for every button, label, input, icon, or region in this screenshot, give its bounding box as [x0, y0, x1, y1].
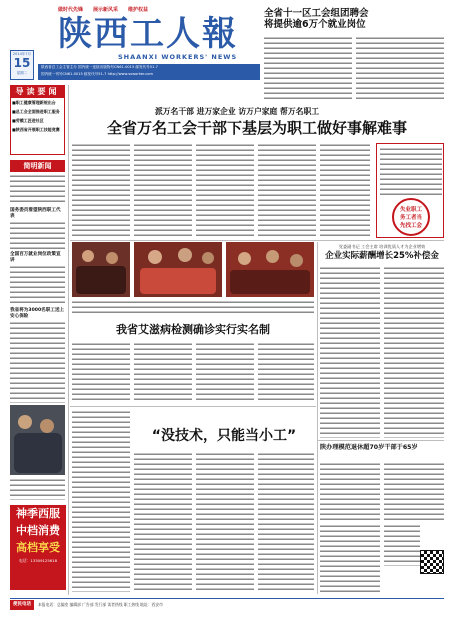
right-body-col-1 — [320, 266, 380, 438]
left-photo-caption — [10, 478, 65, 500]
advertisement — [10, 505, 66, 590]
top-story-body-left — [264, 36, 352, 102]
ad-phone: 电话：13309125618 — [19, 558, 57, 563]
stamp-line-3: 先找工会 — [399, 223, 422, 229]
qr-code — [420, 550, 444, 574]
masthead-slogans — [58, 6, 238, 14]
stamp-seal — [392, 198, 430, 236]
stamp-body — [380, 147, 442, 195]
slogan-1: 做时代先锋 — [58, 7, 84, 13]
footer-bar — [10, 598, 444, 610]
top-story-body-right — [356, 36, 444, 102]
ad-line-3: 高档享受 — [16, 541, 60, 554]
main-headline: 全省万名工会干部下基层为职工做好事解难事 — [106, 119, 407, 137]
main-photo-1 — [72, 242, 130, 297]
main-body-col-3 — [196, 143, 254, 238]
date-year-month: 2014年7月 — [12, 52, 32, 56]
stamp-line-2: 务工者当 — [399, 215, 422, 221]
guide-box — [10, 85, 65, 155]
retire-body-col-1 — [320, 462, 380, 520]
guide-item-3: ■劳模工匠进社区 — [12, 118, 44, 123]
right-subhead: 党委副书记 工会主席 培训优质人才为企业增效 — [338, 244, 426, 249]
masthead-title: 陕西工人報 — [58, 14, 238, 54]
bottom-body-col-0 — [72, 410, 130, 592]
bottom-body-col-1 — [134, 452, 192, 592]
health-headline: 我省艾滋病检测确诊实行实名制 — [116, 323, 270, 336]
date-day: 15 — [13, 56, 31, 70]
guide-item-1: ■职工健康管理新规出台 — [12, 100, 56, 105]
ad-line-2: 中档消费 — [16, 524, 60, 537]
guide-item-4: ■陕西省开展职工技能竞赛 — [12, 127, 60, 132]
retire-headline: 陕办理模范退休超70岁干部于65岁 — [320, 444, 418, 451]
slogan-3: 维护权益 — [128, 7, 149, 13]
masthead-info-bar — [38, 64, 260, 80]
health-body-col-2 — [134, 342, 192, 402]
health-body-col-1 — [72, 342, 130, 402]
date-block — [10, 50, 34, 80]
left-brief-1-title: 国务委员看望陕西职工代表 — [10, 208, 61, 219]
health-body-col-4 — [258, 342, 314, 402]
ad-line-1: 神季西服 — [16, 507, 60, 520]
top-headline-2: 将提供逾6万个就业岗位 — [264, 19, 366, 30]
footer-text: 本报电话：总编室 编辑部 广告部 发行部 读者热线 职工热线 地址：西安市 — [38, 601, 163, 607]
main-body-col-5 — [320, 143, 370, 238]
main-kicker: 派万名干部 进万家企业 访万户家庭 帮万名职工 — [154, 107, 320, 116]
main-body-col-2 — [134, 143, 192, 238]
top-right-story — [264, 8, 444, 104]
guide-title: 导读要闻 — [11, 86, 64, 98]
left-brief-1-body — [10, 221, 65, 249]
left-photo — [10, 405, 65, 475]
right-bottom-body-1 — [320, 524, 380, 592]
brief-news-title: 简明新闻 — [10, 160, 65, 172]
bottom-body-col-3 — [258, 452, 314, 592]
right-headline: 企业实际薪酬增长25%补偿金 — [325, 251, 439, 261]
retire-body-col-2 — [384, 462, 444, 520]
right-body-col-2 — [384, 266, 444, 438]
info-line-1: 陕西省总工会主管主办 国内统一连续出版物号CN61-0015 邮发代号51-7 — [41, 65, 158, 69]
left-brief-2-body — [10, 265, 65, 305]
health-body-col-3 — [196, 342, 254, 402]
info-line-2: 国内统一刊号CN61-0015 邮发代号51-7 http://www.sxworker.com — [41, 72, 153, 76]
masthead-english: SHAANXI WORKERS' NEWS — [118, 53, 238, 61]
right-bottom-body-2 — [384, 524, 420, 566]
brief-news-body — [10, 174, 65, 204]
footer-label: 便民电话 — [10, 600, 34, 610]
main-body-col-4 — [258, 143, 316, 238]
bottom-headline: “没技术，只能当小工” — [151, 428, 297, 444]
top-headline-1: 全省十一区工会组团聘会 — [264, 8, 369, 19]
stamp-line-1: 失业职工 — [399, 207, 422, 213]
left-brief-2-title: 全国百万就业岗位政策宣讲 — [10, 252, 61, 263]
main-photo-captions — [72, 300, 314, 316]
date-weekday: 星期二 — [16, 71, 28, 75]
masthead — [0, 0, 262, 82]
main-photo-2 — [134, 242, 222, 297]
main-body-col-1 — [72, 143, 130, 238]
main-photo-3 — [226, 242, 314, 297]
left-brief-3-title: 我省将为3000名职工送上安心保险 — [10, 308, 65, 319]
slogan-2: 展示新风采 — [93, 7, 119, 13]
bottom-body-col-2 — [196, 452, 254, 592]
guide-item-2: ■总工会全面推进职工服务 — [12, 109, 60, 114]
stamp-box — [376, 143, 444, 238]
left-brief-3-body — [10, 321, 65, 403]
